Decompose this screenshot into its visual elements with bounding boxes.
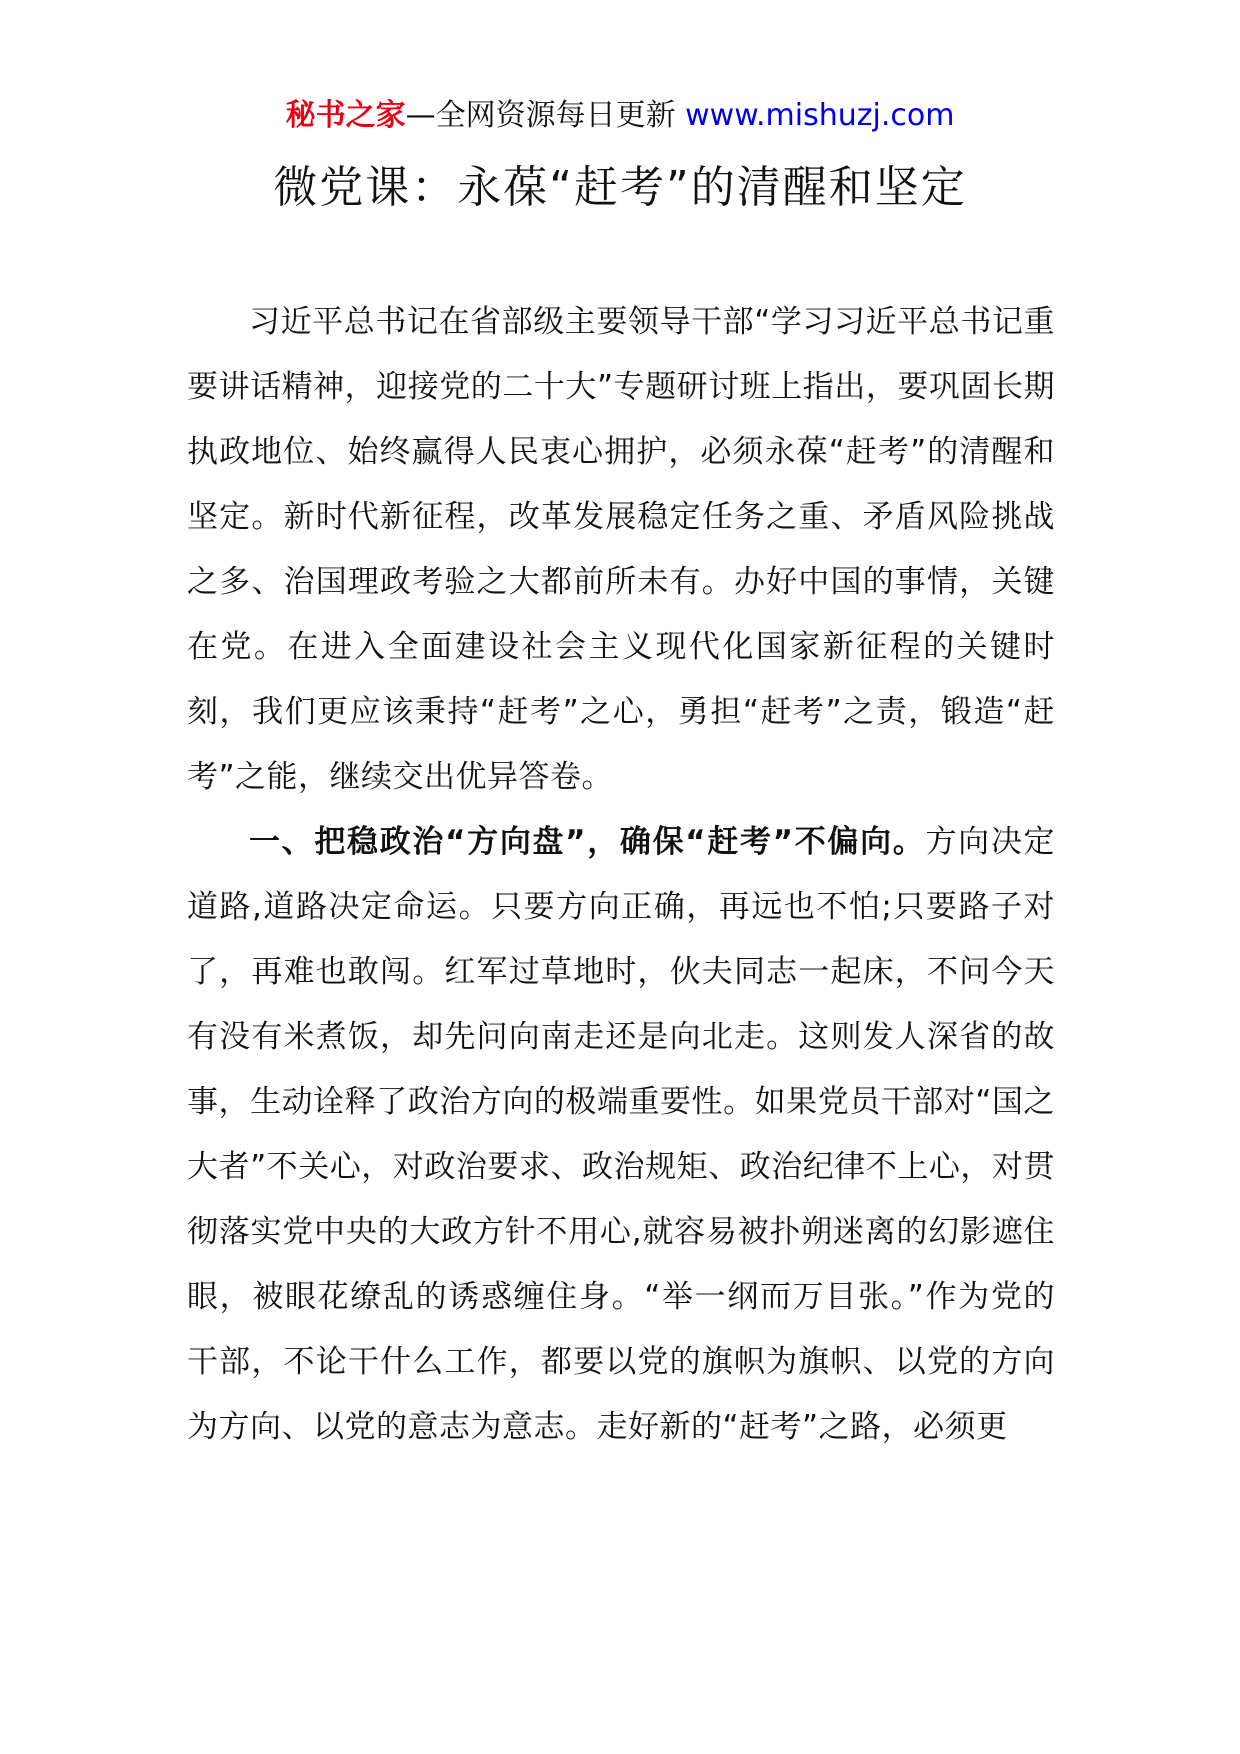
section-1-body: 方向决定道路,道路决定命运。只要方向正确，再远也不怕;只要路子对了，再难也敢闯。红军过草地时，伙夫同志一起床，不问今天有没有米煮饭，却先问向南走还是向北走。这则发人深省的故事，生动诠释了政治方向的极端重要性。如果党员干部对“国之大者”不关心，对政治要求、政治规矩、政治纪律不上心，对贯彻落实党中央的大政方针不用心,就容易被扑朔迷离的幻影遮住眼，被眼花缭乱的诱惑缠住身。“举一纲而万目张。”作为党的干部，不论干什么工作，都要以党的旗帜为旗帜、以党的方向为方向、以党的意志为意志。走好新的“赶考”之路，必须更 — [187, 824, 1056, 1445]
document-body — [187, 290, 1055, 1460]
header-tagline: —全网资源每日更新 — [405, 98, 676, 133]
brand-name: 秘书之家 — [285, 98, 406, 133]
site-header — [0, 96, 1240, 136]
paragraph-section-1 — [187, 810, 1055, 1460]
document-title: 微党课：永葆“赶考”的清醒和坚定 — [273, 162, 967, 213]
section-1-heading: 一、把稳政治“方向盘”，确保“赶考”不偏向。 — [249, 824, 926, 860]
paragraph-intro: 习近平总书记在省部级主要领导干部“学习习近平总书记重要讲话精神，迎接党的二十大”专题研讨班上指出，要巩固长期执政地位、始终赢得人民衷心拥护，必须永葆“赶考”的清醒和坚定。新时代新征程，改革发展稳定任务之重、矛盾风险挑战之多、治国理政考验之大都前所未有。办好中国的事情，关键在党。在进入全面建设社会主义现代化国家新征程的关键时刻，我们更应该秉持“赶考”之心，勇担“赶考”之责，锻造“赶考”之能，继续交出优异答卷。 — [187, 304, 1055, 795]
site-url-link[interactable]: www.mishuzj.com — [685, 98, 955, 133]
